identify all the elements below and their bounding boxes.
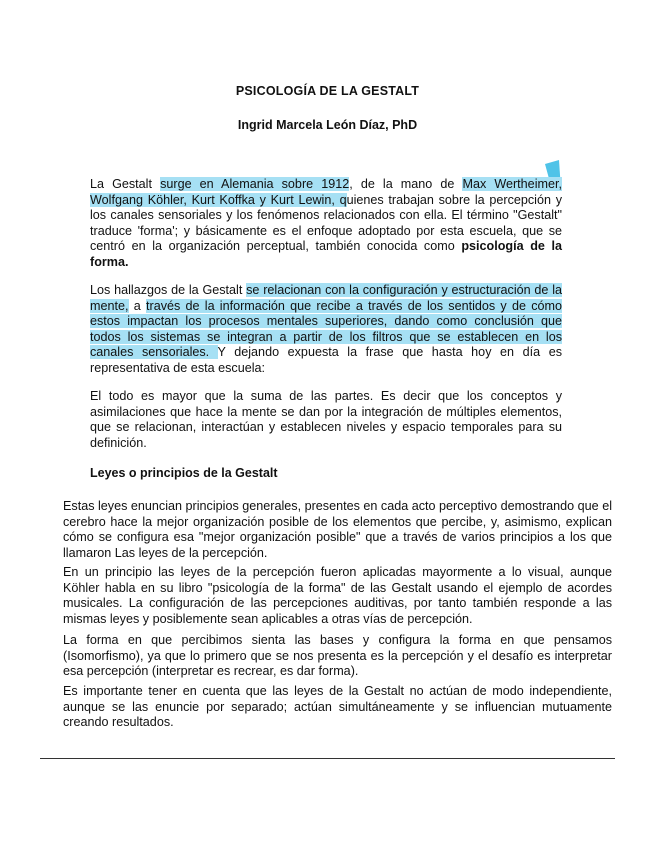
highlight-text: se relacionan con la configuración y estructuración de la mente, (90, 283, 562, 313)
text-run: , de la mano de (349, 177, 463, 191)
paragraph-intro (90, 177, 562, 271)
document-title: PSICOLOGÍA DE LA GESTALT (235, 84, 420, 98)
highlight-text: surge en Alemania sobre 1912 (160, 177, 350, 191)
footer-divider (40, 758, 615, 759)
text-run: Los hallazgos de la Gestalt (90, 283, 247, 297)
highlight-text: través de la información que recibe a través de los sentidos y de cómo estos impactan los procesos mentales superiores, dando como conclusión que todos los sistemas se integran a partir de los filtros que se establecen en los canales sensoriales. (90, 298, 562, 360)
paragraph-laws: Estas leyes enuncian principios generales, presentes en cada acto perceptivo demostrando que el cerebro hace la mejor organización posible de los elementos que percibe, y, asimismo, explican cómo se configura esa "mejor organización posible" que a través de varios principios a los que llamaron Las leyes de la percepción. (63, 499, 612, 560)
text-run: Y dejando expuesta la frase que hasta hoy en día es representativa de esta escuela: (90, 345, 562, 375)
document-author: Ingrid Marcela León Díaz, PhD (237, 118, 418, 132)
text-run: La Gestalt (90, 177, 161, 191)
paragraph-findings (90, 283, 562, 377)
paragraph-isomorphism: La forma en que percibimos sienta las bases y configura la forma en que pensamos (Isomorfismo), ya que lo primero que se nos presenta es la percepción y el desafío es interpretar esa percepción (interpretar es recrear, es dar forma). (63, 633, 612, 679)
paragraph-quote: El todo es mayor que la suma de las partes. Es decir que los conceptos y asimilaciones que hace la mente se dan por la integración de múltiples elementos, que se relacionan, interactúan y establecen niveles y espacio temporales para su definición. (90, 389, 562, 450)
highlight-text: Max Wertheimer, Wolfgang Köhler, Kurt Koffka y Kurt Lewin, q (90, 177, 562, 207)
bold-term: psicología de la forma. (90, 239, 562, 269)
text-run: uienes trabajan sobre la percepción y los canales sensoriales y los fenómenos relacionados con ella. El término "Gestalt" traduce 'forma'; y básicamente es el enfoque adoptado por esta escuela, que se centró en la organización perceptual, también conocida como (90, 192, 562, 254)
section-heading: Leyes o principios de la Gestalt (90, 466, 278, 480)
paragraph-perception: En un principio las leyes de la percepción fueron aplicadas mayormente a lo visual, aunque Köhler habla en su libro "psicología de la forma" de las Gestalt usando el ejemplo de acordes musicales. La configuración de las percepciones auditivas, por tanto también responde a las mismas leyes y posiblemente sean aplicables a otras vías de percepción. (63, 565, 612, 626)
text-run: a (128, 298, 146, 313)
paragraph-simultaneous: Es importante tener en cuenta que las leyes de la Gestalt no actúan de modo independiente, aunque se las enuncie por separado; actúan simultáneamente y se influencian mutuamente creando resultados. (63, 684, 612, 730)
